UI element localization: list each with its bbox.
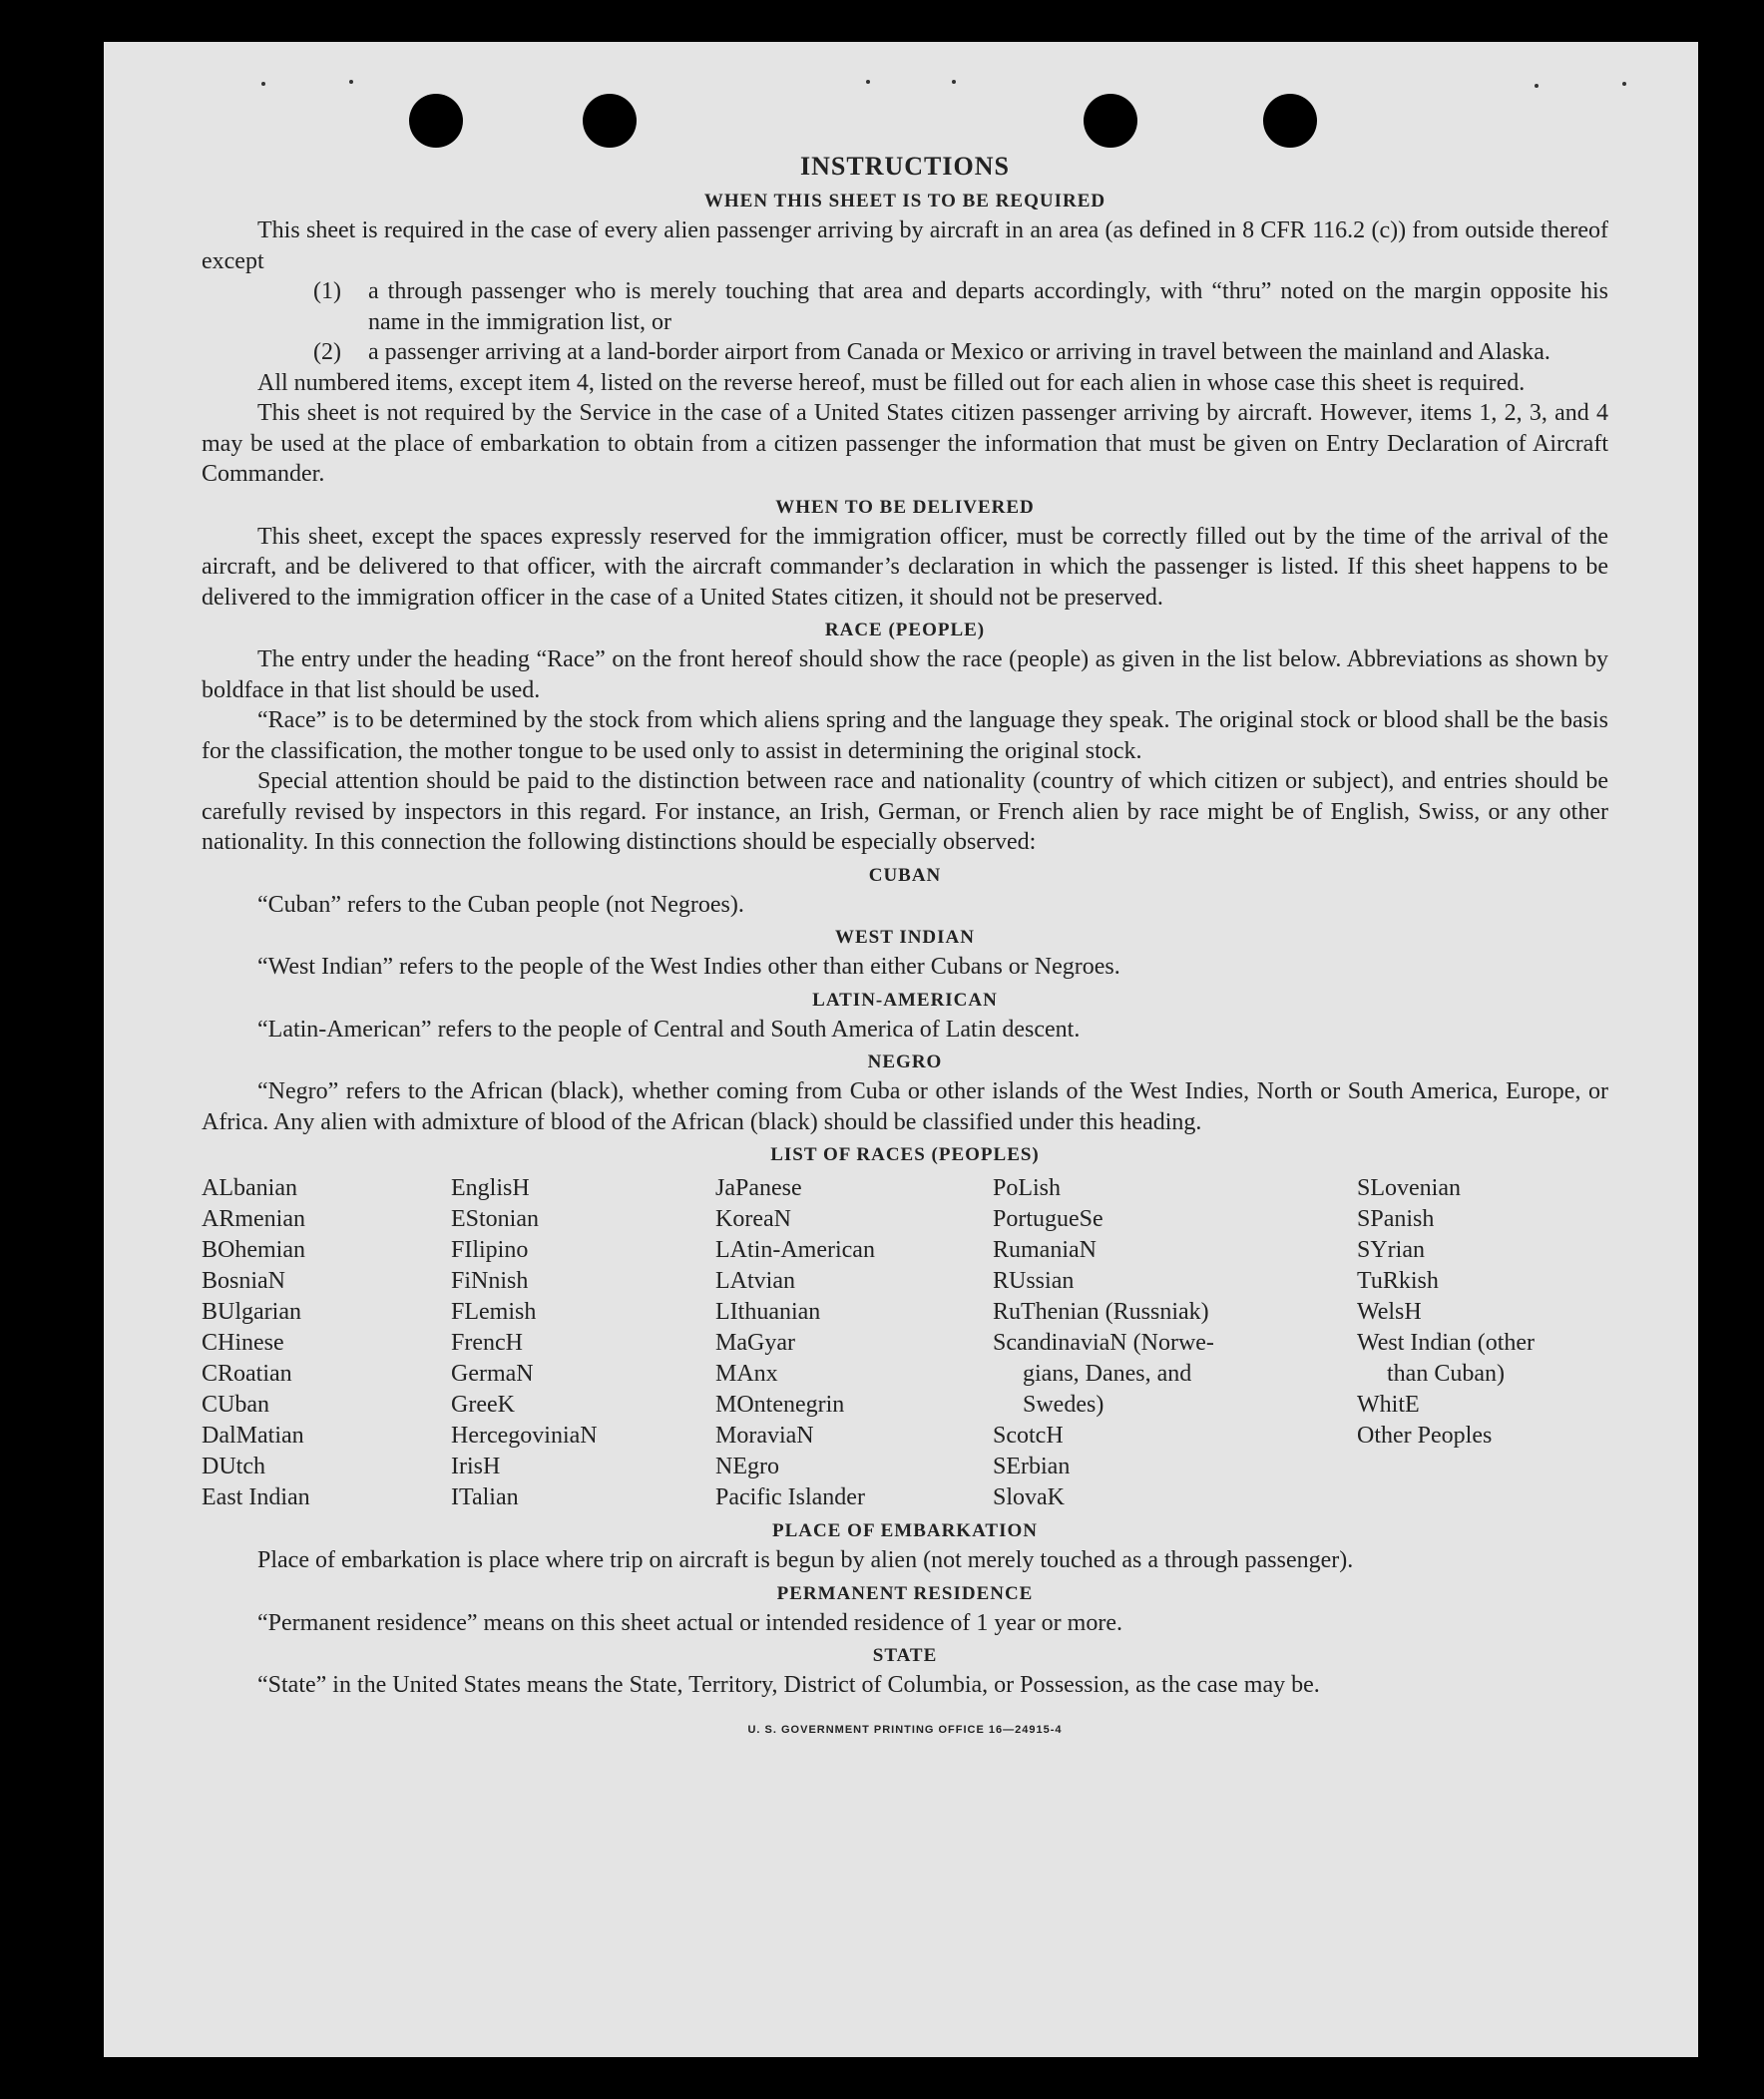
section-heading: WHEN THIS SHEET IS TO BE REQUIRED <box>703 191 1106 211</box>
race-entry: SlovaK <box>993 1484 1065 1510</box>
race-entry: PortugueSe <box>993 1206 1103 1232</box>
section-heading: PLACE OF EMBARKATION <box>772 1520 1038 1541</box>
punch-hole <box>583 94 637 148</box>
race-entry: RUssian <box>993 1268 1075 1294</box>
speck <box>349 80 353 84</box>
race-entry: TuRkish <box>1357 1268 1439 1294</box>
race-entry: FiNnish <box>451 1268 529 1294</box>
race-entry: LAtvian <box>715 1268 795 1294</box>
paragraph: “Cuban” refers to the Cuban people (not Negroes). <box>257 891 744 918</box>
race-entry: EnglisH <box>451 1175 530 1201</box>
paragraph: “West Indian” refers to the people of the West Indies other than either Cubans or Negroes. <box>257 954 1120 980</box>
race-entry: CUban <box>202 1392 269 1418</box>
section-heading: RACE (PEOPLE) <box>824 620 986 640</box>
race-entry: FLemish <box>451 1299 537 1325</box>
race-entry: East Indian <box>202 1484 310 1510</box>
paragraph: This sheet, except the spaces expressly reserved for the immigration officer, must be correctly filled out by the time of the arrival of the aircraft, and be delivered to that officer, with the aircraft commander’s declaration in which the passenger is listed. If this sheet happens to be delivered to the immigration officer in the case of a United States citizen, it should not be preserved. <box>202 523 1608 611</box>
race-entry: GreeK <box>451 1392 515 1418</box>
paragraph: This sheet is not required by the Service in the case of a United States citizen passenger arriving by aircraft. However, items 1, 2, 3, and 4 may be used at the place of embarkation to obtain from a citizen passenger the information that must be given on Entry Declaration of Aircraft Commander. <box>202 400 1608 487</box>
race-entry: ARmenian <box>202 1206 305 1232</box>
paragraph: “State” in the United States means the State, Territory, District of Columbia, or Possession, as the case may be. <box>257 1672 1320 1698</box>
race-entry: than Cuban) <box>1387 1361 1505 1387</box>
race-entry: Other Peoples <box>1357 1423 1493 1449</box>
section-heading: PERMANENT RESIDENCE <box>776 1582 1034 1604</box>
race-entry: CRoatian <box>202 1361 292 1387</box>
paragraph: This sheet is required in the case of every alien passenger arriving by aircraft in an area (as defined in 8 CFR 116.2 (c)) from outside thereof except <box>202 217 1608 274</box>
races-list <box>202 1173 1608 1513</box>
race-entry: West Indian (other <box>1357 1330 1536 1356</box>
section-heading: LIST OF RACES (PEOPLES) <box>770 1144 1040 1165</box>
list-item <box>202 337 1608 368</box>
race-entry: MoraviaN <box>715 1423 814 1449</box>
page-title: INSTRUCTIONS <box>800 152 1010 181</box>
race-entry: MAnx <box>715 1361 778 1387</box>
race-entry: MaGyar <box>715 1330 795 1356</box>
paragraph: All numbered items, except item 4, listed on the reverse hereof, must be filled out for each alien in whose case this sheet is required. <box>257 369 1526 396</box>
race-entry: FrencH <box>451 1330 523 1356</box>
instructions-content <box>202 150 1608 1745</box>
race-entry: MOntenegrin <box>715 1392 845 1418</box>
race-entry: JaPanese <box>715 1175 802 1201</box>
race-entry: BOhemian <box>202 1237 305 1263</box>
section-heading: NEGRO <box>867 1051 943 1072</box>
race-entry: LIthuanian <box>715 1299 821 1325</box>
paragraph: Special attention should be paid to the distinction between race and nationality (country of which citizen or subject), and entries should be carefully revised by inspectors in this regard. For instance, an Irish, German, or French alien by race might be of English, Swiss, or any other nationality. In this connection the following distinctions should be especially observed: <box>202 768 1608 855</box>
paragraph: “Latin-American” refers to the people of Central and South America of Latin descent. <box>257 1016 1081 1043</box>
item-number: (1) <box>313 278 341 304</box>
punch-hole <box>1263 94 1317 148</box>
race-entry: CHinese <box>202 1330 284 1356</box>
race-entry: RuThenian (Russniak) <box>993 1299 1209 1325</box>
item-text: a through passenger who is merely touching that area and departs accordingly, with “thru” noted on the margin opposite his name in the immigration list, or <box>368 278 1608 335</box>
race-entry: ScotcH <box>993 1423 1064 1449</box>
race-entry: WhitE <box>1357 1392 1420 1418</box>
speck <box>1622 82 1626 86</box>
race-entry: Pacific Islander <box>715 1484 865 1510</box>
race-entry: KoreaN <box>715 1206 791 1232</box>
race-entry: HercegoviniaN <box>451 1423 598 1449</box>
race-entry: SLovenian <box>1357 1175 1461 1201</box>
race-entry: NEgro <box>715 1454 779 1479</box>
races-column <box>715 1173 993 1513</box>
race-entry: IrisH <box>451 1454 501 1479</box>
race-entry: SPanish <box>1357 1206 1435 1232</box>
race-entry: BUlgarian <box>202 1299 301 1325</box>
race-entry: GermaN <box>451 1361 534 1387</box>
section-heading: CUBAN <box>868 864 942 886</box>
race-entry: RumaniaN <box>993 1237 1097 1263</box>
race-entry: SYrian <box>1357 1237 1425 1263</box>
section-heading: STATE <box>872 1645 938 1666</box>
speck <box>261 82 265 86</box>
races-column <box>202 1173 451 1513</box>
race-entry: LAtin-American <box>715 1237 875 1263</box>
paragraph: “Permanent residence” means on this sheet actual or intended residence of 1 year or more. <box>257 1609 1122 1636</box>
race-entry: BosniaN <box>202 1268 285 1294</box>
race-entry: ALbanian <box>202 1175 297 1201</box>
section-heading: LATIN-AMERICAN <box>812 989 998 1011</box>
race-entry: SErbian <box>993 1454 1071 1479</box>
paragraph: The entry under the heading “Race” on the front hereof should show the race (people) as given in the list below. Abbreviations as shown by boldface in that list should be used. <box>202 646 1608 703</box>
race-entry: gians, Danes, and <box>1023 1361 1192 1387</box>
speck <box>1535 84 1539 88</box>
race-entry: EStonian <box>451 1206 539 1232</box>
race-entry: ITalian <box>451 1484 519 1510</box>
item-text: a passenger arriving at a land-border airport from Canada or Mexico or arriving in travel between the mainland and Alaska. <box>368 339 1550 365</box>
race-entry: DalMatian <box>202 1423 304 1449</box>
section-heading: WEST INDIAN <box>835 927 975 948</box>
races-column <box>451 1173 715 1513</box>
punch-hole <box>1084 94 1137 148</box>
race-entry: WelsH <box>1357 1299 1422 1325</box>
races-column <box>1357 1173 1608 1513</box>
list-item <box>202 276 1608 337</box>
section-heading: WHEN TO BE DELIVERED <box>775 496 1035 518</box>
punch-hole <box>409 94 463 148</box>
race-entry: PoLish <box>993 1175 1062 1201</box>
paragraph: Place of embarkation is place where trip on aircraft is begun by alien (not merely touched as a through passenger). <box>257 1547 1354 1573</box>
races-column <box>993 1173 1357 1513</box>
document-page <box>104 42 1698 2057</box>
speck <box>952 80 956 84</box>
race-entry: DUtch <box>202 1454 265 1479</box>
item-number: (2) <box>313 339 341 365</box>
paragraph: “Race” is to be determined by the stock from which aliens spring and the language they speak. The original stock or blood shall be the basis for the classification, the mother tongue to be used only to assist in determining the original stock. <box>202 707 1608 764</box>
race-entry: FIlipino <box>451 1237 529 1263</box>
race-entry: ScandinaviaN (Norwe- <box>993 1330 1214 1356</box>
paragraph: “Negro” refers to the African (black), whether coming from Cuba or other islands of the West Indies, North or South America, Europe, or Africa. Any alien with admixture of blood of the African (black) should be classified under this heading. <box>202 1078 1608 1135</box>
race-entry: Swedes) <box>1023 1392 1104 1418</box>
speck <box>866 80 870 84</box>
printer-imprint: U. S. GOVERNMENT PRINTING OFFICE 16—24915-4 <box>747 1723 1063 1736</box>
